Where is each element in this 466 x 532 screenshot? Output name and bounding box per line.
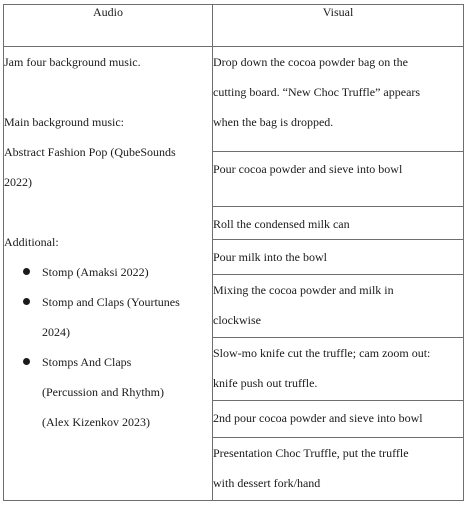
visual-cell: 2nd pour cocoa powder and sieve into bowl — [213, 401, 464, 438]
main-track-line: 2022) — [4, 175, 32, 189]
list-item: Stomp (Amaksi 2022) — [4, 257, 212, 287]
bullet-icon — [23, 298, 30, 305]
additional-list — [4, 257, 212, 437]
bullet-icon — [23, 358, 30, 365]
visual-cell: Roll the condensed milk can — [213, 207, 464, 240]
visual-cell: Pour milk into the bowl — [213, 240, 464, 275]
visual-cell: Presentation Choc Truffle, put the truffle with dessert fork/hand — [213, 438, 464, 501]
audio-header: Audio — [4, 5, 213, 47]
visual-cell: Drop down the cocoa powder bag on the cutting board. “New Choc Truffle” appears when the bag is dropped. — [213, 47, 464, 152]
additional-label: Additional: — [4, 235, 59, 249]
visual-header: Visual — [213, 5, 464, 47]
table-row — [4, 47, 464, 152]
list-item: Stomp and Claps (Yourtunes 2024) — [4, 287, 212, 347]
main-track-line: Abstract Fashion Pop (QubeSounds — [4, 145, 176, 159]
header-row — [4, 5, 464, 47]
audio-intro: Jam four background music. — [4, 55, 141, 69]
visual-cell: Pour cocoa powder and sieve into bowl — [213, 152, 464, 207]
audio-visual-table — [3, 4, 464, 501]
visual-cell: Mixing the cocoa powder and milk in clockwise — [213, 275, 464, 338]
audio-cell — [4, 47, 213, 501]
list-item: Stomps And Claps (Percussion and Rhythm) (Alex Kizenkov 2023) — [4, 347, 212, 437]
main-music-label: Main background music: — [4, 115, 124, 129]
visual-cell: Slow-mo knife cut the truffle; cam zoom out: knife push out truffle. — [213, 338, 464, 401]
bullet-icon — [23, 268, 30, 275]
